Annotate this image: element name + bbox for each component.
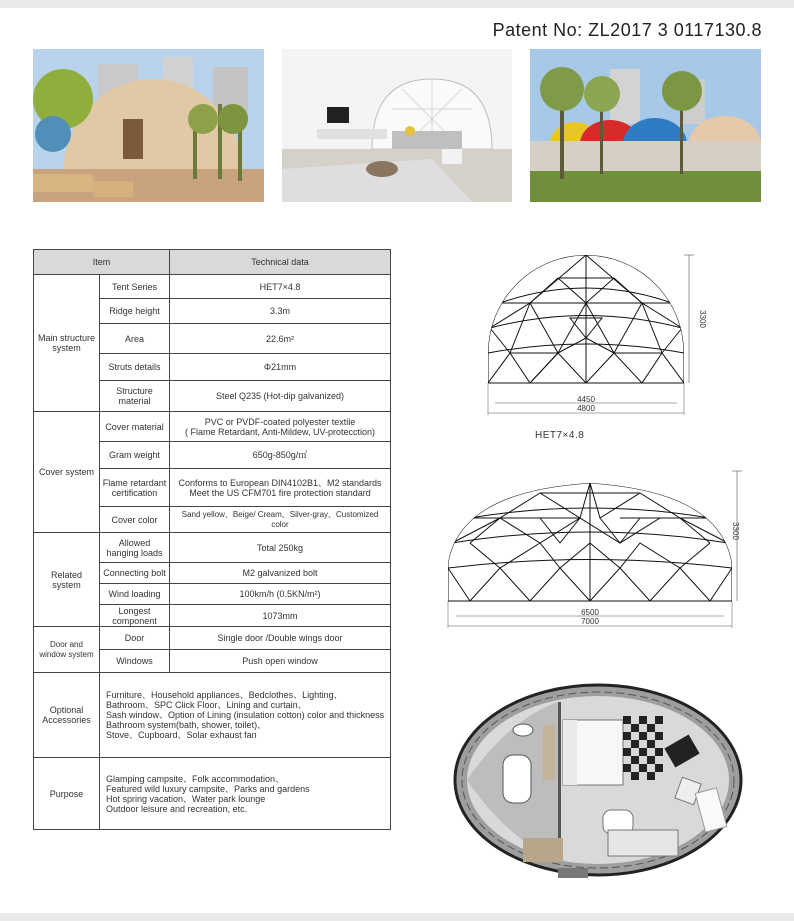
- dim-height: 3300: [731, 522, 740, 540]
- row-key: Cover color: [100, 507, 170, 533]
- row-value: 650g-850g/㎡: [170, 442, 391, 469]
- row-value: 1073mm: [170, 605, 391, 627]
- value-line: PVC or PVDF-coated polyester textile: [204, 416, 356, 427]
- model-caption: HET7×4.8: [535, 430, 585, 441]
- floor-plan-drawing: [448, 680, 748, 892]
- group-related-system: Related system: [34, 533, 100, 627]
- header-technical-data: Technical data: [170, 250, 391, 275]
- list-line: Stove、Cupboard、Solar exhaust fan: [106, 730, 257, 740]
- value-line: Meet the US CFM701 fire protection standard: [189, 487, 371, 498]
- row-value: 3.3m: [170, 299, 391, 324]
- row-key: Allowed hanging loads: [100, 533, 170, 563]
- row-key: Longest component: [100, 605, 170, 627]
- list-line: Glamping campsite、Folk accommodation、: [106, 773, 285, 784]
- dome-front-drawing: [470, 243, 710, 418]
- list-line: Sash window、Option of Lining (insulation cotton) color and thickness: [106, 710, 385, 720]
- row-value: Push open window: [170, 650, 391, 673]
- row-value: 22.6m²: [170, 324, 391, 354]
- row-value: HET7×4.8: [170, 275, 391, 299]
- dome-long-drawing: [440, 463, 750, 633]
- row-value: Φ21mm: [170, 354, 391, 381]
- row-value: 100km/h (0.5KN/m²): [170, 584, 391, 605]
- value-line: ( Flame Retardant, Anti-Mildew, UV-protecction): [184, 426, 376, 437]
- row-key: Struts details: [100, 354, 170, 381]
- dim-inner-width: 6500: [581, 608, 599, 617]
- row-value: Sand yellow、Beige/ Cream、Silver-gray、Customized color: [170, 507, 391, 533]
- group-door-window: Door and window system: [34, 627, 100, 673]
- dim-height: 3300: [698, 310, 707, 328]
- row-key: Door: [100, 627, 170, 650]
- purpose-list: [100, 758, 391, 830]
- list-line: Bathroom、SPC Click Floor、Lining and curtain、: [106, 700, 307, 710]
- colored-domes-photo: [530, 49, 761, 202]
- row-value: M2 galvanized bolt: [170, 563, 391, 584]
- row-key: Connecting bolt: [100, 563, 170, 584]
- list-line: Hot spring vacation、Water park lounge: [106, 793, 266, 804]
- row-value: Single door /Double wings door: [170, 627, 391, 650]
- group-purpose: Purpose: [34, 758, 100, 830]
- technical-data-table: [33, 249, 391, 830]
- list-line: Outdoor leisure and recreation, etc.: [106, 803, 248, 814]
- group-cover-system: Cover system: [34, 412, 100, 533]
- row-key: Ridge height: [100, 299, 170, 324]
- dome-outdoor-photo: [33, 49, 264, 202]
- group-optional-accessories: Optional Accessories: [34, 673, 100, 758]
- value-line: Conforms to European DIN4102B1、M2 standards: [178, 477, 382, 488]
- row-value: [170, 469, 391, 507]
- row-key: Cover material: [100, 412, 170, 442]
- header-item: Item: [34, 250, 170, 275]
- row-key: Flame retardant certification: [100, 469, 170, 507]
- row-value: Total 250kg: [170, 533, 391, 563]
- patent-number: Patent No: ZL2017 3 0117130.8: [492, 20, 762, 40]
- dim-outer-width: 4800: [577, 404, 595, 413]
- row-key: Area: [100, 324, 170, 354]
- row-key: Tent Series: [100, 275, 170, 299]
- dome-interior-photo: [282, 49, 512, 202]
- row-key: Structure material: [100, 381, 170, 412]
- spec-sheet: [0, 8, 794, 913]
- row-key: Windows: [100, 650, 170, 673]
- dim-inner-width: 4450: [577, 395, 595, 404]
- row-value: [170, 412, 391, 442]
- group-main-structure: Main structure system: [34, 275, 100, 412]
- list-line: Bathroom system(bath, shower, toilet)、: [106, 720, 267, 730]
- optional-accessories-list: [100, 673, 391, 758]
- list-line: Featured wild luxury campsite、Parks and gardens: [106, 783, 310, 794]
- row-value: Steel Q235 (Hot-dip galvanized): [170, 381, 391, 412]
- row-key: Gram weight: [100, 442, 170, 469]
- dim-outer-width: 7000: [581, 617, 599, 626]
- list-line: Furniture、Household appliances、Bedclothes、Lighting、: [106, 690, 343, 700]
- row-key: Wind loading: [100, 584, 170, 605]
